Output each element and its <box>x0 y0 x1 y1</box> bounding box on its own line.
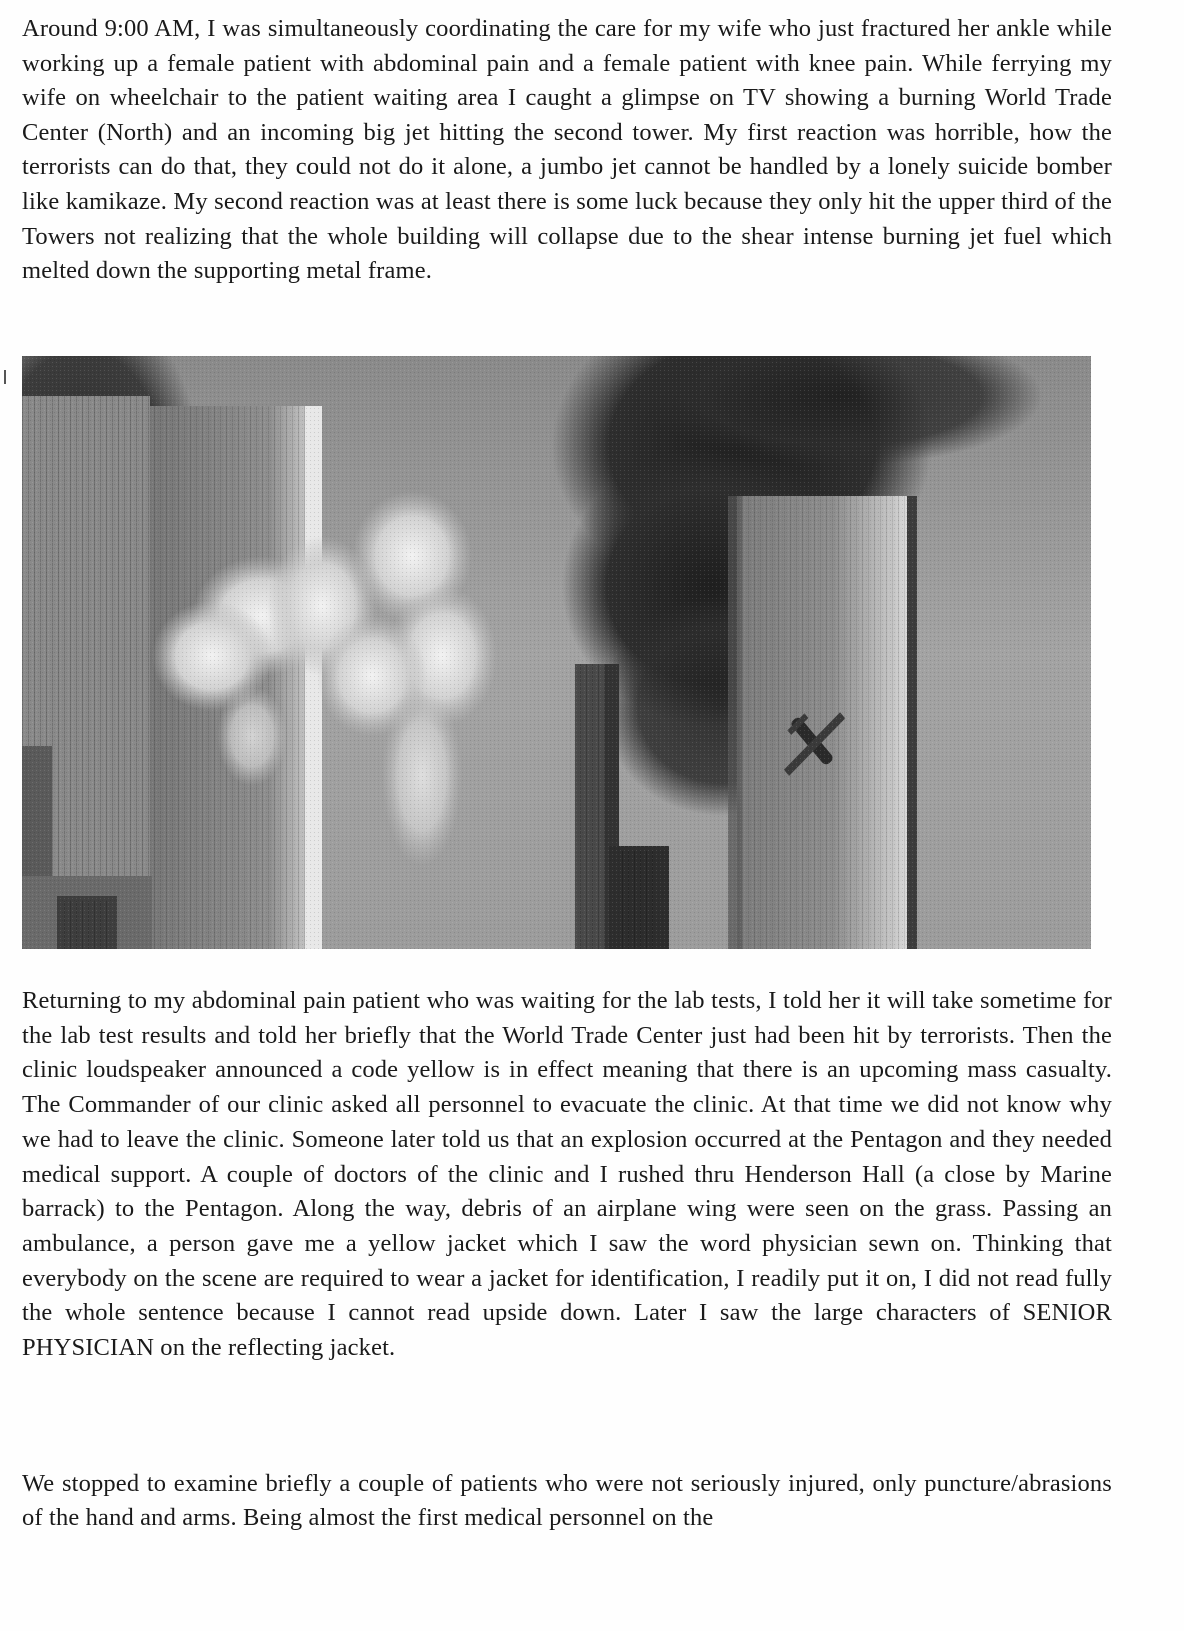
paragraph-patients: We stopped to examine briefly a couple of patients who were not seriously injured, only puncture/abrasions of the hand and arms. Being almost the first medical personnel on the <box>22 1470 1112 1531</box>
scan-mark <box>4 370 6 384</box>
paragraph-evacuation: Returning to my abdominal pain patient who was waiting for the lab tests, I told her it will take sometime for the lab test results and told her briefly that the World Trade Center just had been hit by terrorists. Then the clinic loudspeaker announced a code yellow is in effect meaning that there is an upcoming mass casualty. The Commander of our clinic asked all personnel to evacuate the clinic. At that time we did not know why we had to leave the clinic. Someone later told us that an explosion occurred at the Pentagon and they needed medical support. A couple of doctors of the clinic and I rushed thru Henderson Hall (a close by Marine barrack) to the Pentagon. Along the way, debris of an airplane wing were seen on the grass. Passing an ambulance, a person gave me a yellow jacket which I saw the word physician sewn on. Thinking that everybody on the scene are required to wear a jacket for identification, I readily put it on, I did not read fully the whole sentence because I cannot read upside down. Later I saw the large characters of SENIOR PHYSICIAN on the reflecting jacket. <box>22 987 1112 1362</box>
wtc-photograph <box>22 356 1091 949</box>
paragraph-intro: Around 9:00 AM, I was simultaneously coordinating the care for my wife who just fractured her ankle while working up a female patient with abdominal pain and a female patient with knee pain. While ferrying my wife on wheelchair to the patient waiting area I caught a glimpse on TV showing a burning World Trade Center (North) and an incoming big jet hitting the second tower. My first reaction was horrible, how the terrorists can do that, they could not do it alone, a jumbo jet cannot be handled by a lonely suicide bomber like kamikaze. My second reaction was at least there is some luck because they only hit the upper third of the Towers not realizing that the whole building will collapse due to the shear intense burning jet fuel which melted down the supporting metal frame. <box>22 15 1112 285</box>
